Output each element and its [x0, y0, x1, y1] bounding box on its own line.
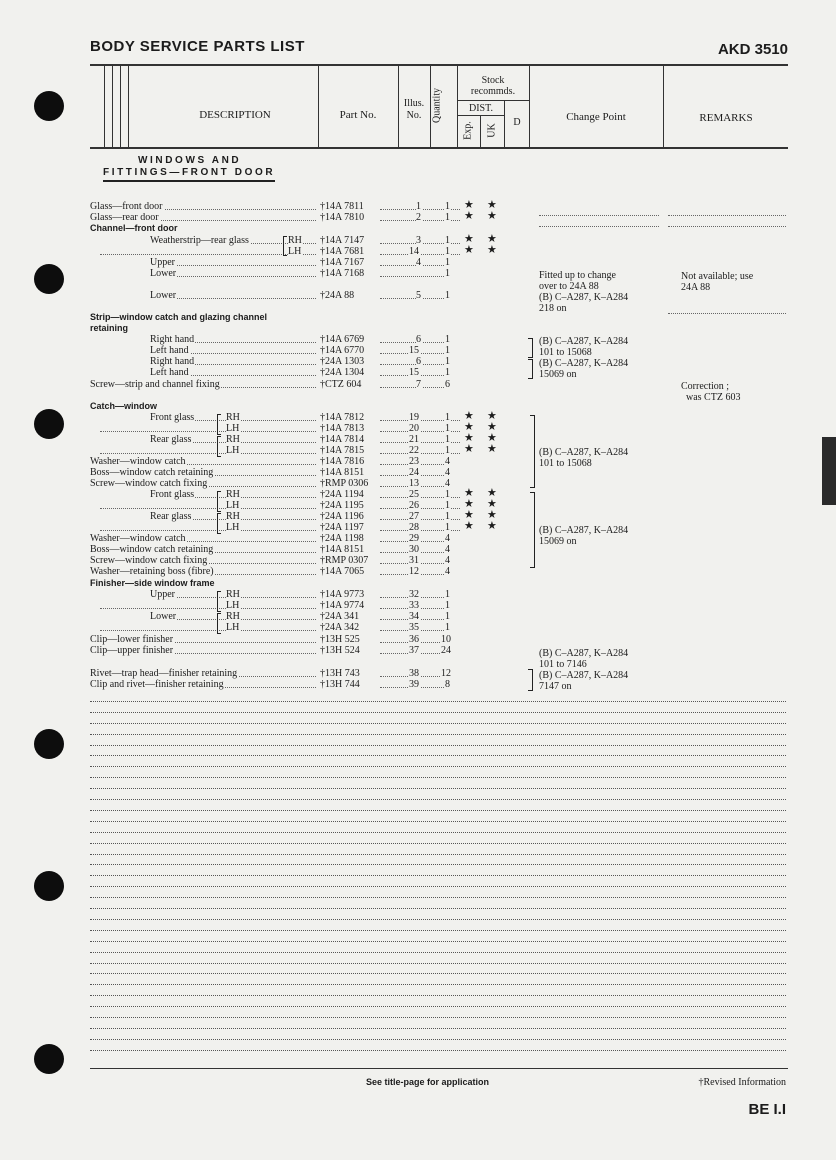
- row-part-no: †24A 1195: [320, 500, 364, 511]
- row-quantity: 4: [445, 456, 450, 467]
- col-illus: Illus.: [403, 98, 425, 109]
- table-row: [0, 634, 836, 645]
- change-note: (B) C–A287, K–A284 15069 on: [539, 525, 629, 547]
- ruled-line: [90, 864, 786, 865]
- change-bracket: [528, 669, 533, 691]
- row-quantity: 1: [445, 600, 450, 611]
- row-stock-exp: ★: [464, 210, 474, 222]
- punch-hole: [34, 871, 64, 901]
- row-quantity: 1: [445, 434, 450, 445]
- section-subtitle: FITTINGS—FRONT DOOR: [103, 167, 275, 182]
- rh-lh-bracket: [217, 414, 221, 435]
- row-quantity: 4: [445, 566, 450, 577]
- ruled-line: [90, 886, 786, 887]
- change-note: (B) C–A287, K–A284 101 to 15068: [539, 336, 629, 358]
- table-row: [0, 467, 836, 478]
- change-note: (B) C–A287, K–A284 101 to 15068: [539, 447, 629, 469]
- punch-hole: [34, 91, 64, 121]
- row-part-no: †13H 743: [320, 668, 360, 679]
- row-part-no: †14A 8151: [320, 544, 365, 555]
- ruled-line: [90, 734, 786, 735]
- row-part-no: †14A 7813: [320, 423, 365, 434]
- row-illus-no: 21: [409, 434, 419, 445]
- row-part-no: †14A 9774: [320, 600, 365, 611]
- col-quantity: Quantity: [431, 88, 443, 123]
- row-illus-no: 25: [409, 489, 419, 500]
- row-illus-no: 22: [409, 445, 419, 456]
- remarks-note: Correction ; was CTZ 603: [681, 381, 741, 403]
- table-row: [0, 367, 836, 378]
- row-illus-no: 6: [416, 356, 421, 367]
- row-stock-uk: ★: [487, 509, 497, 521]
- ruled-line: [90, 963, 786, 964]
- row-stock-exp: ★: [464, 199, 474, 211]
- row-part-no: †14A 7147: [320, 235, 365, 246]
- row-description: Washer—window catch: [90, 456, 186, 467]
- row-stock-exp: ★: [464, 233, 474, 245]
- ruled-line: [90, 897, 786, 898]
- ruled-line: [90, 788, 786, 789]
- row-part-no: †14A 7810: [320, 212, 365, 223]
- row-illus-no: 36: [409, 634, 419, 645]
- row-stock-uk: ★: [487, 520, 497, 532]
- row-illus-no: 20: [409, 423, 419, 434]
- ruled-line: [90, 919, 786, 920]
- ruled-line: [90, 930, 786, 931]
- row-quantity: 1: [445, 235, 450, 246]
- row-description: Lower: [150, 611, 177, 622]
- row-stock-uk: ★: [487, 421, 497, 433]
- row-illus-no: 32: [409, 589, 419, 600]
- table-row: [0, 611, 836, 622]
- ruled-line: [90, 712, 786, 713]
- row-illus-no: 23: [409, 456, 419, 467]
- ruled-line: [90, 821, 786, 822]
- table-row: [0, 356, 836, 367]
- remarks-note: Not available; use 24A 88: [681, 271, 754, 293]
- row-part-no: †14A 6770: [320, 345, 365, 356]
- table-row: [0, 589, 836, 600]
- row-quantity: 1: [445, 622, 450, 633]
- row-side: LH: [226, 522, 240, 533]
- rh-lh-bracket: [217, 591, 221, 612]
- row-stock-uk: ★: [487, 233, 497, 245]
- rh-lh-bracket: [283, 236, 287, 256]
- row-stock-exp: ★: [464, 443, 474, 455]
- row-illus-no: 15: [409, 367, 419, 378]
- row-illus-no: 2: [416, 212, 421, 223]
- row-quantity: 1: [445, 445, 450, 456]
- row-stock-uk: ★: [487, 244, 497, 256]
- row-description: Rear glass: [150, 511, 192, 522]
- row-illus-no: 28: [409, 522, 419, 533]
- table-row: [0, 478, 836, 489]
- rh-lh-bracket: [217, 491, 221, 512]
- ruled-line: [90, 723, 786, 724]
- table-row: [0, 566, 836, 577]
- col-stock-recommds: recommds.: [470, 86, 516, 97]
- row-quantity: 4: [445, 533, 450, 544]
- ruled-line: [90, 908, 786, 909]
- row-side: LH: [288, 246, 302, 257]
- table-row: [0, 544, 836, 555]
- row-stock-uk: ★: [487, 498, 497, 510]
- document-code: AKD 3510: [717, 41, 788, 58]
- col-stock: Stock: [481, 75, 505, 86]
- row-description: Screw—window catch fixing: [90, 555, 208, 566]
- row-stock-exp: ★: [464, 520, 474, 532]
- row-illus-no: 26: [409, 500, 419, 511]
- row-part-no: †14A 9773: [320, 589, 365, 600]
- footer-rule: [90, 1068, 788, 1069]
- row-quantity: 12: [441, 668, 451, 679]
- row-side: RH: [226, 434, 240, 445]
- row-stock-exp: ★: [464, 487, 474, 499]
- row-description: Washer—retaining boss (fibre): [90, 566, 214, 577]
- row-part-no: †RMP 0306: [320, 478, 369, 489]
- col-uk: UK: [486, 123, 498, 138]
- row-illus-no: 1: [416, 201, 421, 212]
- ruled-line: [90, 995, 786, 996]
- page-number: BE I.I: [748, 1101, 786, 1118]
- table-row: [0, 578, 836, 589]
- col-remarks: REMARKS: [699, 112, 753, 124]
- row-description: Glass—rear door: [90, 212, 159, 223]
- ruled-line: [90, 777, 786, 778]
- row-quantity: 1: [445, 345, 450, 356]
- row-part-no: †13H 525: [320, 634, 360, 645]
- row-side: LH: [226, 423, 240, 434]
- ruled-line: [90, 766, 786, 767]
- row-part-no: †13H 524: [320, 645, 360, 656]
- row-side: LH: [226, 622, 240, 633]
- ruled-line: [90, 755, 786, 756]
- table-row: [0, 522, 836, 533]
- row-stock-uk: ★: [487, 210, 497, 222]
- row-part-no: †24A 1197: [320, 522, 364, 533]
- row-quantity: 1: [445, 212, 450, 223]
- ruled-line: [90, 1050, 786, 1051]
- row-stock-exp: ★: [464, 509, 474, 521]
- row-description: Clip and rivet—finisher retaining: [90, 679, 224, 690]
- ruled-line: [90, 984, 786, 985]
- row-illus-no: 37: [409, 645, 419, 656]
- col-exp: Exp.: [462, 121, 474, 140]
- row-description: Catch—window: [90, 401, 157, 411]
- row-quantity: 1: [445, 423, 450, 434]
- table-row: [0, 445, 836, 456]
- row-quantity: 1: [445, 334, 450, 345]
- row-part-no: †13H 744: [320, 679, 360, 690]
- row-quantity: 1: [445, 356, 450, 367]
- ruled-line: [90, 843, 786, 844]
- ruled-line: [90, 1039, 786, 1040]
- row-side: RH: [226, 412, 240, 423]
- table-row: [0, 489, 836, 500]
- table-row: [0, 679, 836, 690]
- row-description: Weatherstrip—rear glass: [150, 235, 249, 246]
- row-description: Screw—strip and channel fixing: [90, 379, 220, 390]
- row-description: Upper: [150, 589, 175, 600]
- row-part-no: †14A 7814: [320, 434, 365, 445]
- row-quantity: 4: [445, 555, 450, 566]
- row-quantity: 4: [445, 467, 450, 478]
- col-illus-no: No.: [406, 110, 422, 121]
- footer-note: See title-page for application: [366, 1077, 490, 1087]
- row-part-no: †14A 7681: [320, 246, 365, 257]
- row-side: LH: [226, 600, 240, 611]
- revised-info: †Revised Information: [698, 1077, 786, 1088]
- row-part-no: †14A 7815: [320, 445, 365, 456]
- row-quantity: 1: [445, 290, 450, 301]
- row-stock-exp: ★: [464, 421, 474, 433]
- row-part-no: †24A 341: [320, 611, 360, 622]
- ruled-line: [90, 952, 786, 953]
- row-side: LH: [226, 445, 240, 456]
- row-description: Clip—lower finisher: [90, 634, 174, 645]
- table-row: [0, 668, 836, 679]
- col-d: D: [513, 117, 521, 128]
- row-illus-no: 39: [409, 679, 419, 690]
- row-side: RH: [226, 511, 240, 522]
- row-description: Rear glass: [150, 434, 192, 445]
- row-description: Left hand: [150, 367, 189, 378]
- table-row: [0, 434, 836, 445]
- row-part-no: †14A 8151: [320, 467, 365, 478]
- row-description: Right hand: [150, 356, 195, 367]
- row-description: Lower: [150, 268, 177, 279]
- row-stock-uk: ★: [487, 432, 497, 444]
- rh-lh-bracket: [217, 436, 221, 457]
- row-part-no: †14A 6769: [320, 334, 365, 345]
- ruled-line: [90, 1028, 786, 1029]
- rh-lh-bracket: [217, 513, 221, 534]
- row-illus-no: 15: [409, 345, 419, 356]
- table-row: [0, 334, 836, 345]
- table-row: [0, 622, 836, 633]
- row-description: Front glass: [150, 412, 195, 423]
- row-quantity: 1: [445, 367, 450, 378]
- row-part-no: †24A 342: [320, 622, 360, 633]
- row-illus-no: 30: [409, 544, 419, 555]
- row-illus-no: 38: [409, 668, 419, 679]
- row-quantity: 1: [445, 246, 450, 257]
- row-stock-uk: ★: [487, 410, 497, 422]
- ruled-line: [90, 941, 786, 942]
- row-part-no: †14A 7816: [320, 456, 365, 467]
- table-row: [0, 423, 836, 434]
- row-quantity: 6: [445, 379, 450, 390]
- table-row: [0, 600, 836, 611]
- row-quantity: 1: [445, 201, 450, 212]
- row-stock-uk: ★: [487, 199, 497, 211]
- row-description: retaining: [90, 323, 129, 333]
- row-stock-exp: ★: [464, 498, 474, 510]
- row-illus-no: 3: [416, 235, 421, 246]
- row-stock-exp: ★: [464, 410, 474, 422]
- punch-hole: [34, 1044, 64, 1074]
- row-illus-no: 14: [409, 246, 419, 257]
- ruled-line: [90, 973, 786, 974]
- row-description: Glass—front door: [90, 201, 163, 212]
- row-description: Left hand: [150, 345, 189, 356]
- change-note: (B) C–A287, K–A284 15069 on: [539, 358, 629, 380]
- row-quantity: 1: [445, 257, 450, 268]
- row-description: Front glass: [150, 489, 195, 500]
- row-quantity: 24: [441, 645, 451, 656]
- table-row: [0, 246, 836, 257]
- row-description: Screw—window catch fixing: [90, 478, 208, 489]
- row-part-no: †CTZ 604: [320, 379, 362, 390]
- row-part-no: †14A 7168: [320, 268, 365, 279]
- row-side: LH: [226, 500, 240, 511]
- ruled-line: [90, 875, 786, 876]
- table-row: [0, 456, 836, 467]
- row-part-no: †24A 88: [320, 290, 355, 301]
- table-row: [0, 511, 836, 522]
- ruled-line: [90, 854, 786, 855]
- ruled-line: [90, 701, 786, 702]
- ruled-line: [90, 832, 786, 833]
- table-row: [0, 235, 836, 246]
- row-illus-no: 35: [409, 622, 419, 633]
- punch-hole: [34, 729, 64, 759]
- change-note: (B) C–A287, K–A284 101 to 7146: [539, 648, 629, 670]
- table-row: [0, 257, 836, 268]
- row-quantity: 1: [445, 589, 450, 600]
- row-illus-no: 4: [416, 257, 421, 268]
- row-illus-no: 31: [409, 555, 419, 566]
- row-part-no: †24A 1304: [320, 367, 365, 378]
- row-part-no: †14A 7065: [320, 566, 365, 577]
- row-side: RH: [226, 589, 240, 600]
- table-row: [0, 212, 836, 223]
- row-part-no: †24A 1194: [320, 489, 364, 500]
- row-part-no: †24A 1198: [320, 533, 364, 544]
- ruled-line: [90, 1006, 786, 1007]
- row-illus-no: 13: [409, 478, 419, 489]
- row-part-no: †24A 1196: [320, 511, 364, 522]
- row-description: Channel—front door: [90, 223, 178, 233]
- change-note: Fitted up to change over to 24A 88: [539, 270, 616, 292]
- row-illus-no: 27: [409, 511, 419, 522]
- row-part-no: †RMP 0307: [320, 555, 369, 566]
- change-bracket: [528, 338, 533, 358]
- col-part-no: Part No.: [339, 109, 377, 121]
- row-side: RH: [226, 611, 240, 622]
- change-bracket: [530, 415, 535, 488]
- col-dist: DIST.: [469, 103, 493, 114]
- row-stock-uk: ★: [487, 443, 497, 455]
- change-bracket: [530, 492, 535, 568]
- row-part-no: †24A 1303: [320, 356, 365, 367]
- row-illus-no: 29: [409, 533, 419, 544]
- row-illus-no: 7: [416, 379, 421, 390]
- ruled-line: [90, 810, 786, 811]
- row-stock-exp: ★: [464, 432, 474, 444]
- row-part-no: †14A 7812: [320, 412, 365, 423]
- section-title: WINDOWS AND: [138, 155, 242, 166]
- ruled-line: [90, 1017, 786, 1018]
- row-description: Lower: [150, 290, 177, 301]
- row-quantity: 8: [445, 679, 450, 690]
- row-quantity: 4: [445, 544, 450, 555]
- ruled-line: [90, 799, 786, 800]
- row-description: Boss—window catch retaining: [90, 544, 214, 555]
- row-quantity: 1: [445, 268, 450, 279]
- col-change-point: Change Point: [566, 111, 626, 123]
- row-description: Clip—upper finisher: [90, 645, 174, 656]
- row-description: Strip—window catch and glazing channel: [90, 312, 268, 322]
- table-row: [0, 533, 836, 544]
- row-description: Rivet—trap head—finisher retaining: [90, 668, 238, 679]
- table-row: [0, 500, 836, 511]
- row-stock-uk: ★: [487, 487, 497, 499]
- change-note: (B) C–A287, K–A284 218 on: [539, 292, 629, 314]
- row-description: Upper: [150, 257, 175, 268]
- table-row: [0, 323, 836, 334]
- ruled-line: [90, 745, 786, 746]
- row-quantity: 10: [441, 634, 451, 645]
- row-quantity: 1: [445, 522, 450, 533]
- page-title: BODY SERVICE PARTS LIST: [90, 38, 305, 55]
- row-description: Finisher—side window frame: [90, 578, 215, 588]
- row-description: Boss—window catch retaining: [90, 467, 214, 478]
- row-quantity: 1: [445, 611, 450, 622]
- table-row: [0, 223, 836, 234]
- row-illus-no: 5: [416, 290, 421, 301]
- row-side: RH: [226, 489, 240, 500]
- table-row: [0, 645, 836, 656]
- row-illus-no: 19: [409, 412, 419, 423]
- table-row: [0, 555, 836, 566]
- table-row: [0, 412, 836, 423]
- row-quantity: 1: [445, 500, 450, 511]
- row-illus-no: 12: [409, 566, 419, 577]
- row-part-no: †14A 7811: [320, 201, 364, 212]
- row-illus-no: 33: [409, 600, 419, 611]
- row-illus-no: 6: [416, 334, 421, 345]
- table-row: [0, 345, 836, 356]
- row-description: Right hand: [150, 334, 195, 345]
- col-description: DESCRIPTION: [199, 109, 271, 121]
- row-illus-no: 24: [409, 467, 419, 478]
- rh-lh-bracket: [217, 613, 221, 634]
- row-part-no: †14A 7167: [320, 257, 365, 268]
- row-quantity: 4: [445, 478, 450, 489]
- row-quantity: 1: [445, 489, 450, 500]
- row-quantity: 1: [445, 511, 450, 522]
- row-stock-exp: ★: [464, 244, 474, 256]
- row-quantity: 1: [445, 412, 450, 423]
- row-description: Washer—window catch: [90, 533, 186, 544]
- row-side: RH: [288, 235, 302, 246]
- change-note: (B) C–A287, K–A284 7147 on: [539, 670, 629, 692]
- change-bracket: [528, 359, 533, 379]
- table-row: [0, 201, 836, 212]
- row-illus-no: 34: [409, 611, 419, 622]
